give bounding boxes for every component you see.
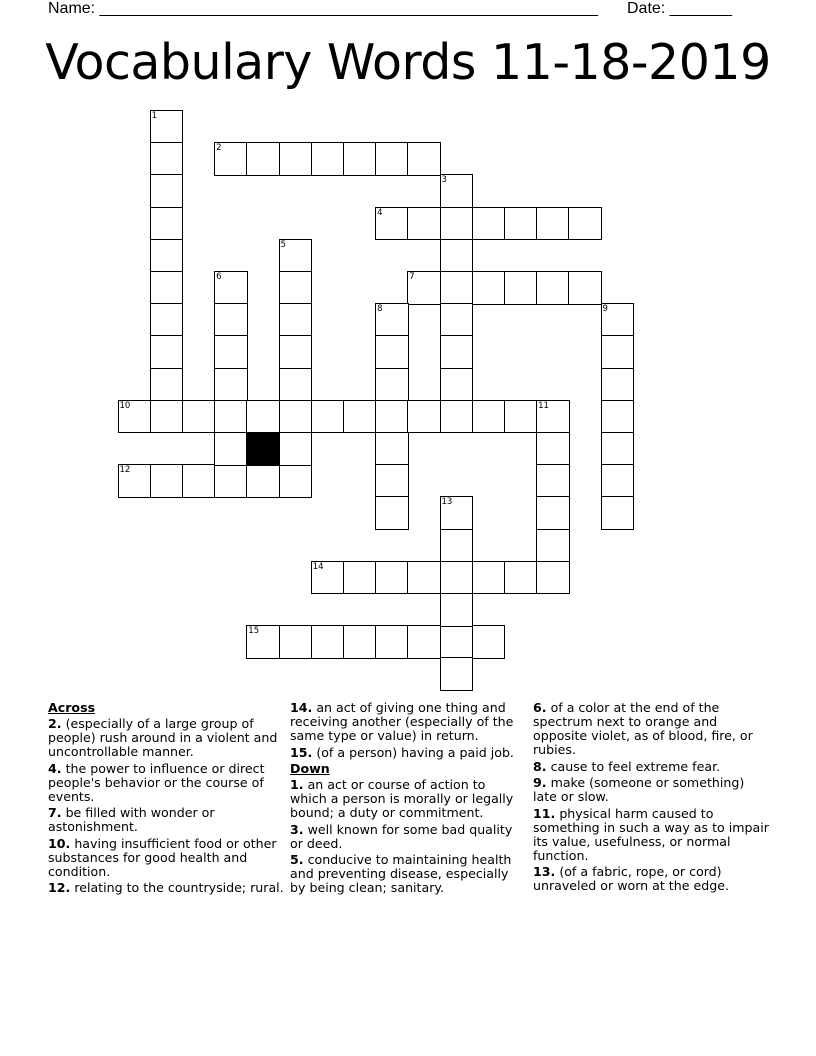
crossword-cell[interactable] xyxy=(279,625,313,659)
crossword-cell[interactable] xyxy=(279,464,313,498)
crossword-cell[interactable] xyxy=(601,303,635,337)
crossword-cell[interactable] xyxy=(182,400,216,434)
crossword-cell[interactable] xyxy=(375,368,409,402)
clue-across-12 xyxy=(48,881,284,895)
clue-text: an act of giving one thing and receiving another (especially of the same type or value) in return. xyxy=(290,700,514,743)
crossword-cell[interactable] xyxy=(440,657,474,691)
clue-down-5 xyxy=(290,853,526,895)
crossword-cell[interactable] xyxy=(343,561,377,595)
crossword-cell[interactable] xyxy=(343,625,377,659)
clue-number: 11. xyxy=(533,805,556,821)
crossword-cell[interactable] xyxy=(601,464,635,498)
crossword-cell[interactable] xyxy=(279,400,313,434)
crossword-cell[interactable] xyxy=(375,335,409,369)
cell-number: 15 xyxy=(248,626,260,637)
clue-text: (especially of a large group of people) rush around in a violent and uncontrollable manner. xyxy=(48,716,278,759)
clue-text: make (someone or something) late or slow. xyxy=(533,775,745,804)
crossword-cell[interactable] xyxy=(214,335,248,369)
crossword-cell[interactable] xyxy=(214,400,248,434)
crossword-cell[interactable] xyxy=(440,529,474,563)
crossword-cell[interactable] xyxy=(375,207,409,241)
crossword-cell[interactable] xyxy=(182,464,216,498)
crossword-cell[interactable] xyxy=(150,174,184,208)
clue-across-15 xyxy=(290,746,526,760)
crossword-cell[interactable] xyxy=(214,271,248,305)
page-title: Vocabulary Words 11-18-2019 xyxy=(45,34,771,91)
clue-text: cause to feel extreme fear. xyxy=(546,758,721,774)
crossword-cell[interactable] xyxy=(150,464,184,498)
crossword-cell[interactable] xyxy=(375,142,409,176)
cell-number: 12 xyxy=(119,465,131,476)
clue-across-2 xyxy=(48,717,284,759)
cell-number: 2 xyxy=(216,143,222,154)
crossword-cell[interactable] xyxy=(375,561,409,595)
crossword-cell[interactable] xyxy=(375,464,409,498)
crossword-cell[interactable] xyxy=(472,561,506,595)
crossword-cell[interactable] xyxy=(440,207,474,241)
crossword-cell[interactable] xyxy=(279,303,313,337)
crossword-cell[interactable] xyxy=(279,271,313,305)
crossword-cell[interactable] xyxy=(601,432,635,466)
crossword-cell[interactable] xyxy=(440,174,474,208)
crossword-cell[interactable] xyxy=(375,303,409,337)
clues-column-2 xyxy=(290,701,526,898)
clue-number: 1. xyxy=(290,777,304,792)
clue-number: 3. xyxy=(290,821,304,837)
crossword-cell[interactable] xyxy=(568,271,602,305)
crossword-cell[interactable] xyxy=(214,432,248,466)
clue-number: 7. xyxy=(48,805,62,820)
crossword-cell[interactable] xyxy=(246,625,280,659)
date-field[interactable]: Date: _______ xyxy=(627,0,732,17)
clue-text: having insufficient food or other substances for good health and condition. xyxy=(48,835,277,879)
crossword-cell[interactable] xyxy=(311,142,345,176)
clue-number: 15. xyxy=(290,744,313,760)
cell-number: 6 xyxy=(216,272,222,282)
clues-column-3 xyxy=(533,701,769,896)
clue-number: 14. xyxy=(290,700,313,715)
clue-number: 5. xyxy=(290,852,304,867)
crossword-cell[interactable] xyxy=(536,529,570,563)
crossword-cell[interactable] xyxy=(246,142,280,176)
clue-text: (of a person) having a paid job. xyxy=(312,744,514,760)
clue-across-14 xyxy=(290,701,526,743)
clue-down-9 xyxy=(533,776,769,804)
clue-text: (of a fabric, rope, or cord) unraveled or worn at the edge. xyxy=(533,864,729,893)
crossword-cell[interactable] xyxy=(214,368,248,402)
crossword-cell[interactable] xyxy=(440,561,474,595)
crossword-cell[interactable] xyxy=(601,400,635,434)
crossword-cell[interactable] xyxy=(440,368,474,402)
crossword-cell[interactable] xyxy=(150,271,184,305)
crossword-cell[interactable] xyxy=(440,335,474,369)
crossword-cell[interactable] xyxy=(472,625,506,659)
crossword-cell[interactable] xyxy=(279,142,313,176)
crossword-cell[interactable] xyxy=(246,464,280,498)
clue-number: 12. xyxy=(48,880,71,895)
clue-down-11 xyxy=(533,807,769,863)
crossword-cell[interactable] xyxy=(601,335,635,369)
crossword-cell[interactable] xyxy=(504,271,538,305)
crossword-cell[interactable] xyxy=(407,625,441,659)
crossword-cell[interactable] xyxy=(440,625,474,659)
crossword-cell[interactable] xyxy=(440,593,474,627)
crossword-cell[interactable] xyxy=(343,142,377,176)
clues-column-1 xyxy=(48,701,284,898)
crossword-cell[interactable] xyxy=(536,464,570,498)
cell-number: 7 xyxy=(409,272,415,282)
clue-text: physical harm caused to something in such a way as to impair its value, usefulness, or normal function. xyxy=(533,805,769,863)
down-heading: Down xyxy=(290,761,330,776)
crossword-cell[interactable] xyxy=(150,142,184,176)
crossword-cell[interactable] xyxy=(536,400,570,434)
crossword-cell[interactable] xyxy=(536,271,570,305)
clue-text: an act or course of action to which a person is morally or legally bound; a duty or commitment. xyxy=(290,777,514,820)
cell-number: 13 xyxy=(441,497,453,508)
crossword-cell[interactable] xyxy=(118,464,152,498)
crossword-cell[interactable] xyxy=(472,271,506,305)
clue-across-7 xyxy=(48,806,284,834)
crossword-cell[interactable] xyxy=(343,400,377,434)
crossword-cell[interactable] xyxy=(279,335,313,369)
clue-text: conducive to maintaining health and preventing disease, especially by being clean; sanitary. xyxy=(290,852,512,895)
crossword-cell[interactable] xyxy=(536,496,570,530)
crossword-cell[interactable] xyxy=(150,110,184,144)
clue-text: the power to influence or direct people's behavior or the course of events. xyxy=(48,760,265,804)
crossword-cell[interactable] xyxy=(472,207,506,241)
crossword-cell[interactable] xyxy=(375,432,409,466)
crossword-cell[interactable] xyxy=(504,561,538,595)
clue-number: 8. xyxy=(533,758,547,774)
clue-number: 13. xyxy=(533,864,556,879)
clue-down-3 xyxy=(290,823,526,851)
crossword-cell[interactable] xyxy=(150,303,184,337)
clue-down-13 xyxy=(533,865,769,893)
crossword-cell[interactable] xyxy=(504,400,538,434)
crossword-cell[interactable] xyxy=(214,464,248,498)
clue-number: 10. xyxy=(48,835,71,851)
crossword-cell[interactable] xyxy=(214,142,248,176)
clue-down-1 xyxy=(290,778,526,820)
crossword-cell[interactable] xyxy=(279,239,313,273)
name-field[interactable]: Name: ________________________________________________________ xyxy=(48,0,598,17)
crossword-cell[interactable] xyxy=(407,271,441,305)
crossword-cell[interactable] xyxy=(150,400,184,434)
crossword-cell[interactable] xyxy=(279,432,313,466)
crossword-cell[interactable] xyxy=(440,239,474,273)
crossword-cell[interactable] xyxy=(375,625,409,659)
crossword-cell[interactable] xyxy=(150,207,184,241)
clue-number: 4. xyxy=(48,760,62,776)
across-heading: Across xyxy=(48,700,96,715)
crossword-cell[interactable] xyxy=(472,400,506,434)
crossword-cell[interactable] xyxy=(407,400,441,434)
crossword-cell[interactable] xyxy=(311,400,345,434)
crossword-cell[interactable] xyxy=(311,561,345,595)
crossword-cell[interactable] xyxy=(150,368,184,402)
cell-number: 5 xyxy=(280,239,286,250)
clue-text: well known for some bad quality or deed. xyxy=(290,821,513,851)
cell-number: 3 xyxy=(441,175,447,186)
clue-text: be filled with wonder or astonishment. xyxy=(48,805,215,834)
crossword-cell[interactable] xyxy=(440,400,474,434)
crossword-cell[interactable] xyxy=(536,207,570,241)
crossword-cell[interactable] xyxy=(536,432,570,466)
crossword-cell[interactable] xyxy=(440,271,474,305)
clue-number: 9. xyxy=(533,775,547,790)
cell-number: 1 xyxy=(151,111,158,121)
crossword-cell[interactable] xyxy=(375,400,409,434)
crossword-cell[interactable] xyxy=(118,400,152,434)
cell-number: 11 xyxy=(538,400,549,411)
crossword-cell[interactable] xyxy=(407,142,441,176)
clue-number: 2. xyxy=(48,716,62,731)
clue-text: relating to the countryside; rural. xyxy=(70,880,284,895)
crossword-cell[interactable] xyxy=(504,207,538,241)
clue-number: 6. xyxy=(533,700,547,715)
crossword-cell[interactable] xyxy=(150,239,184,273)
crossword-cell[interactable] xyxy=(568,207,602,241)
crossword-cell[interactable] xyxy=(407,207,441,241)
crossword-cell[interactable] xyxy=(311,625,345,659)
crossword-cell[interactable] xyxy=(440,303,474,337)
crossword-cell[interactable] xyxy=(601,496,635,530)
crossword-cell[interactable] xyxy=(214,303,248,337)
cell-number: 14 xyxy=(312,561,324,572)
clue-across-4 xyxy=(48,762,284,804)
crossword-cell[interactable] xyxy=(279,368,313,402)
crossword-cell[interactable] xyxy=(601,368,635,402)
cell-number: 9 xyxy=(602,304,608,315)
crossword-cell[interactable] xyxy=(150,335,184,369)
crossword-cell[interactable] xyxy=(536,561,570,595)
cell-number: 8 xyxy=(377,304,383,315)
clue-text: of a color at the end of the spectrum next to orange and opposite violet, as of blood, fire, or rubies. xyxy=(533,700,753,757)
crossword-cell[interactable] xyxy=(440,496,474,530)
cell-number: 4 xyxy=(377,207,383,218)
crossword-cell[interactable] xyxy=(407,561,441,595)
clue-across-10 xyxy=(48,837,284,879)
cell-number: 10 xyxy=(119,400,131,411)
clue-down-6 xyxy=(533,701,769,757)
black-square xyxy=(246,432,280,466)
crossword-cell[interactable] xyxy=(246,400,280,434)
crossword-cell[interactable] xyxy=(375,496,409,530)
clue-down-8 xyxy=(533,760,769,774)
